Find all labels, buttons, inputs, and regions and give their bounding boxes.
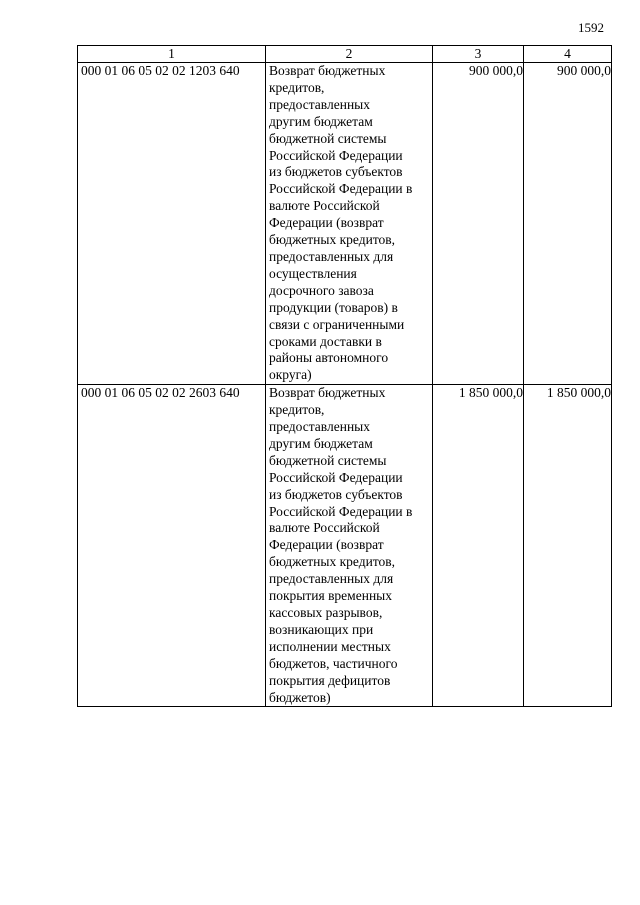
budget-name-cell — [266, 385, 433, 707]
name-line: Возврат бюджетных — [269, 385, 386, 401]
name-line: Российской Федерации — [269, 469, 403, 485]
name-line: предоставленных — [269, 96, 370, 112]
name-line: из бюджетов субъектов — [269, 486, 403, 502]
header-cell-1: 1 — [78, 46, 266, 63]
name-line: сроками доставки в — [269, 333, 382, 349]
name-line: кассовых разрывов, — [269, 605, 383, 620]
name-line: районы автономного — [269, 350, 389, 366]
name-line: Российской Федерации в — [269, 503, 413, 519]
name-line: из бюджетов субъектов — [269, 164, 403, 180]
table-row — [78, 63, 612, 385]
amount-col3-cell: 900 000,0 — [433, 63, 524, 385]
budget-name-cell — [266, 63, 433, 385]
name-line: Федерации (возврат — [269, 537, 384, 553]
amount-col3-cell: 1 850 000,0 — [433, 385, 524, 707]
budget-code-cell: 000 01 06 05 02 02 1203 640 — [78, 63, 266, 385]
name-line: предоставленных для — [269, 571, 394, 587]
name-line: осуществления — [269, 265, 357, 281]
header-cell-2: 2 — [266, 46, 433, 63]
name-line: бюджетных кредитов, — [269, 232, 396, 248]
budget-table — [77, 45, 612, 707]
name-line: покрытия дефицитов — [269, 672, 391, 688]
name-line: бюджетов, частичного — [269, 655, 398, 671]
name-line: связи с ограниченными — [269, 316, 405, 332]
name-line: Российской Федерации в — [269, 181, 413, 197]
name-line: досрочного завоза — [269, 282, 374, 298]
name-line: Федерации (возврат — [269, 215, 384, 231]
name-line: Российской Федерации — [269, 147, 403, 163]
amount-col4-cell: 1 850 000,0 — [524, 385, 612, 707]
name-line: продукции (товаров) в — [269, 299, 398, 315]
header-cell-4: 4 — [524, 46, 612, 63]
name-line: округа) — [269, 367, 312, 383]
name-line: бюджетов) — [269, 689, 331, 705]
name-line: покрытия временных — [269, 588, 392, 604]
name-line: бюджетных кредитов, — [269, 554, 396, 570]
name-line: бюджетной системы — [269, 130, 387, 146]
name-line: Возврат бюджетных — [269, 63, 386, 78]
name-line: кредитов, — [269, 402, 325, 418]
name-line: исполнении местных — [269, 638, 391, 654]
name-line: другим бюджетам — [269, 113, 373, 129]
name-line: валюте Российской — [269, 198, 380, 214]
amount-col4-cell: 900 000,0 — [524, 63, 612, 385]
name-line: кредитов, — [269, 79, 325, 95]
name-line: валюте Российской — [269, 520, 380, 536]
name-line: предоставленных — [269, 419, 370, 435]
name-line: другим бюджетам — [269, 435, 373, 451]
header-cell-3: 3 — [433, 46, 524, 63]
budget-code-cell: 000 01 06 05 02 02 2603 640 — [78, 385, 266, 707]
name-line: предоставленных для — [269, 248, 394, 264]
table-row — [78, 385, 612, 707]
name-line: бюджетной системы — [269, 452, 387, 468]
page-number: 1592 — [578, 20, 604, 35]
header-row — [78, 46, 612, 63]
name-line: возникающих при — [269, 621, 374, 637]
